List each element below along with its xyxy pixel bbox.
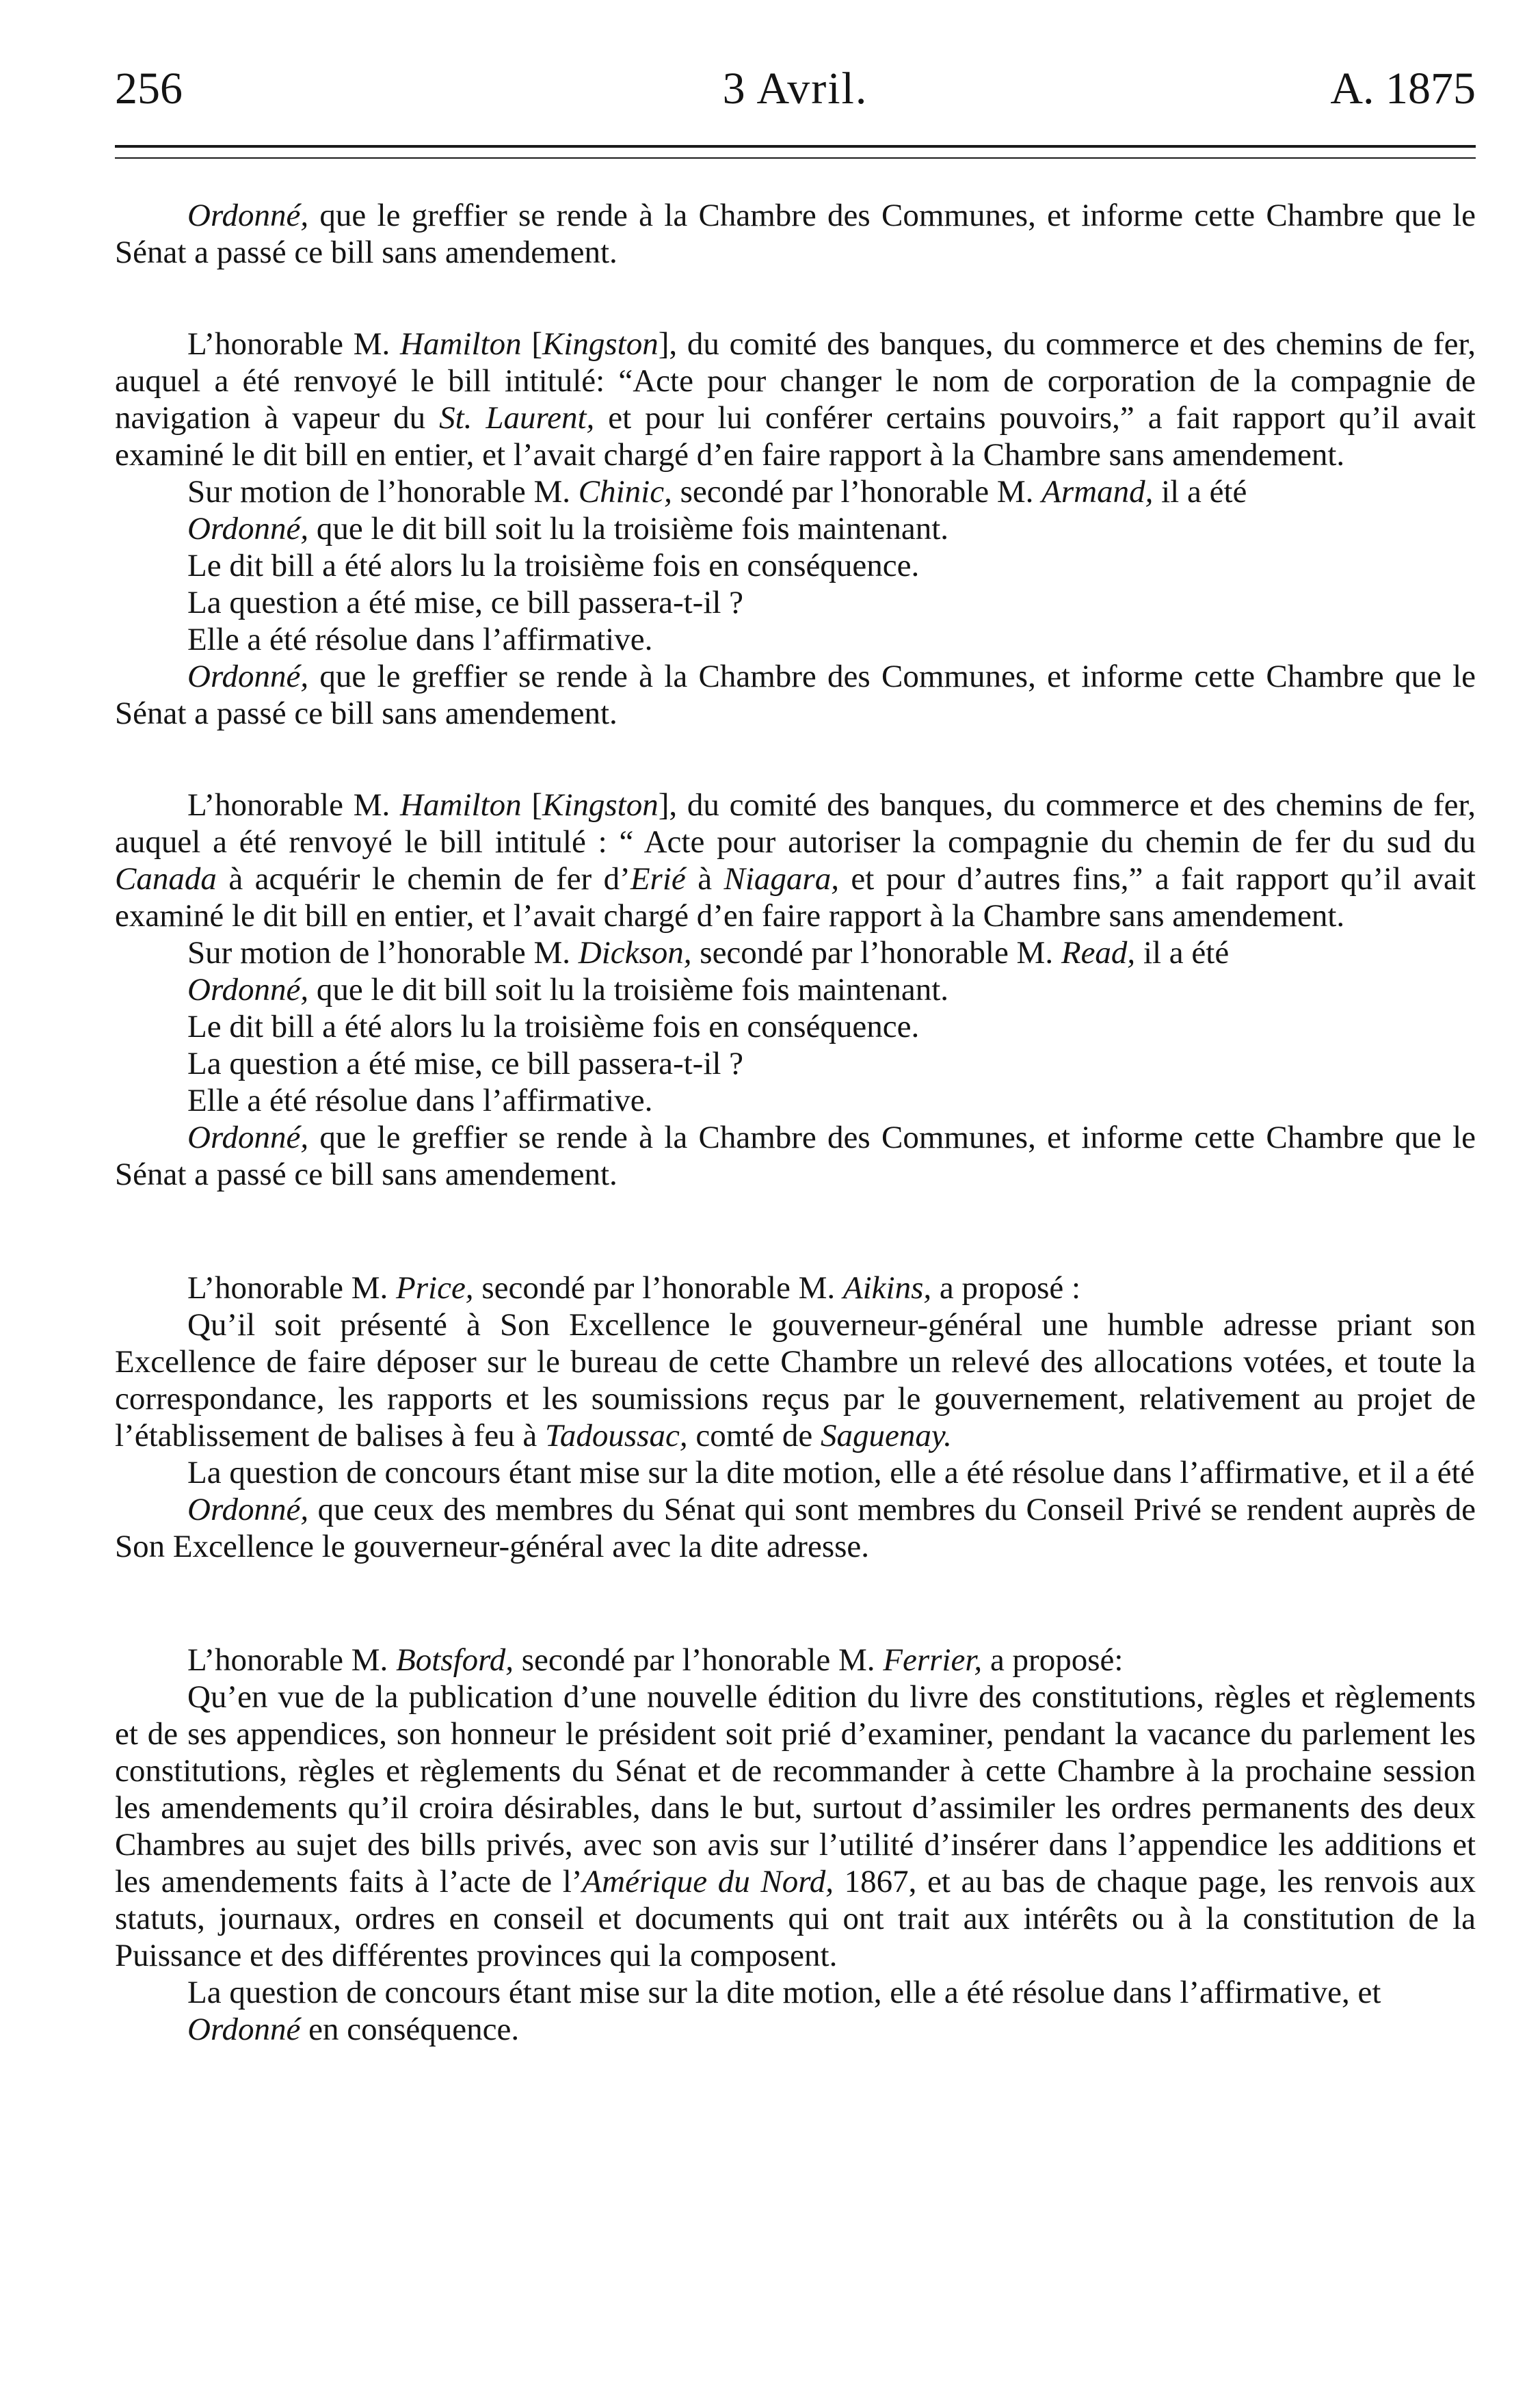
italic-name: Ordonné, bbox=[187, 659, 309, 694]
text-paragraph bbox=[115, 658, 1476, 732]
italic-name: Ordonné, bbox=[187, 1492, 309, 1527]
text-run: a proposé: bbox=[982, 1642, 1124, 1678]
italic-name: Ordonné, bbox=[187, 1120, 309, 1155]
text-run: à acquérir le chemin de fer d’ bbox=[216, 861, 630, 897]
text-run: secondé par l’honorable M. bbox=[672, 474, 1042, 510]
text-run: Sur motion de l’honorable M. bbox=[187, 474, 579, 510]
text-paragraph bbox=[115, 326, 1476, 473]
italic-name: Hamilton bbox=[400, 326, 522, 362]
italic-name: Ordonné, bbox=[187, 198, 309, 233]
text-paragraph bbox=[115, 1119, 1476, 1193]
italic-name: Kingston bbox=[542, 787, 659, 823]
text-run: 1867, et au bas de chaque page, les renvois aux statuts, journaux, ordres en conseil et documents qui ont trait aux intérêts ou à la constitution de la Puissance et des différentes provinces qui la composent. bbox=[115, 1864, 1476, 1973]
italic-name: Ferrier, bbox=[883, 1642, 983, 1678]
italic-name: Ordonné, bbox=[187, 972, 309, 1008]
italic-name: St. Laurent, bbox=[439, 400, 595, 436]
text-run: ], du comité des banques, du commerce et des chemins de fer, auquel a été renvoyé le bill intitulé : “ Acte pour autoriser la compagnie du chemin de fer du sud du bbox=[115, 787, 1476, 860]
italic-name: Amérique du Nord, bbox=[582, 1864, 834, 1899]
text-run: L’honorable M. bbox=[187, 326, 401, 362]
text-run: L’honorable M. bbox=[187, 1642, 397, 1678]
text-run: a proposé : bbox=[931, 1270, 1081, 1306]
header-year: A. 1875 bbox=[1330, 64, 1476, 114]
text-run: Le dit bill a été alors lu la troisième fois en conséquence. bbox=[187, 548, 920, 583]
italic-name: Hamilton bbox=[400, 787, 522, 823]
text-paragraph bbox=[115, 787, 1476, 934]
italic-name: Aikins, bbox=[842, 1270, 932, 1306]
text-run: que le dit bill soit lu la troisième fois maintenant. bbox=[308, 972, 949, 1008]
text-run: secondé par l’honorable M. bbox=[513, 1642, 884, 1678]
italic-name: Chinic, bbox=[578, 474, 672, 510]
text-run: comté de bbox=[687, 1418, 821, 1454]
text-line bbox=[115, 971, 1476, 1008]
text-line bbox=[115, 934, 1476, 971]
text-paragraph bbox=[115, 1306, 1476, 1454]
text-run: Qu’en vue de la publication d’une nouvelle édition du livre des constitutions, règles et règlements et de ses appendices, son honneur le président soit prié d’examiner, pendant la vacance du parlement les constitutions, règles et règlements du Sénat et de recommander à cette Chambre à la prochaine session les amendements qu’il croira désirables, dans le but, surtout d’assimiler les ordres permanents des deux Chambres au sujet des bills privés, avec son avis sur l’utilité d’insérer dans l’appendice les additions et les amendements faits à l’acte de l’ bbox=[115, 1679, 1476, 1899]
text-run: à bbox=[685, 861, 724, 897]
text-run: [ bbox=[521, 326, 542, 362]
text-run: L’honorable M. bbox=[187, 1270, 397, 1306]
text-run: Sur motion de l’honorable M. bbox=[187, 935, 579, 971]
italic-name: Botsford, bbox=[396, 1642, 514, 1678]
entry-block bbox=[115, 1642, 1476, 2048]
text-run: La question de concours étant mise sur la dite motion, elle a été résolue dans l’affirmative, et il a été bbox=[187, 1455, 1475, 1490]
text-run: que le dit bill soit lu la troisième fois maintenant. bbox=[308, 511, 949, 547]
text-run: Elle a été résolue dans l’affirmative. bbox=[187, 622, 653, 657]
italic-name: Saguenay. bbox=[821, 1418, 952, 1454]
italic-name: Dickson, bbox=[578, 935, 692, 971]
journal-page bbox=[115, 63, 1476, 2048]
page-header bbox=[115, 63, 1476, 131]
entry-block bbox=[115, 326, 1476, 732]
text-run: La question a été mise, ce bill passera-t-il ? bbox=[187, 585, 744, 620]
italic-name: Tadoussac, bbox=[545, 1418, 688, 1454]
italic-name: Canada bbox=[115, 861, 217, 897]
text-line bbox=[115, 1082, 1476, 1119]
text-run: et pour d’autres fins,” a fait rapport qu’il avait examiné le dit bill en entier, et l’avait chargé d’en faire rapport à la Chambre sans amendement. bbox=[115, 861, 1476, 934]
text-run: que le greffier se rende à la Chambre des Communes, et informe cette Chambre que le Sénat a passé ce bill sans amendement. bbox=[115, 1120, 1476, 1192]
text-line bbox=[115, 1270, 1476, 1306]
text-paragraph bbox=[115, 1454, 1476, 1491]
italic-name: Read, bbox=[1061, 935, 1136, 971]
text-run: La question a été mise, ce bill passera-t-il ? bbox=[187, 1046, 744, 1081]
text-line bbox=[115, 510, 1476, 547]
text-line bbox=[115, 1008, 1476, 1045]
italic-name: Kingston bbox=[542, 326, 659, 362]
header-double-rule bbox=[115, 145, 1476, 159]
text-paragraph bbox=[115, 197, 1476, 271]
text-run: secondé par l’honorable M. bbox=[691, 935, 1061, 971]
text-run: que ceux des membres du Sénat qui sont membres du Conseil Privé se rendent auprès de Son Excellence le gouverneur-général avec la dite adresse. bbox=[115, 1492, 1476, 1564]
text-run: et pour lui conférer certains pouvoirs,” a fait rapport qu’il avait examiné le dit bill en entier, et l’avait chargé d’en faire rapport à la Chambre sans amendement. bbox=[115, 400, 1476, 473]
text-run: [ bbox=[521, 787, 542, 823]
header-date: 3 Avril. bbox=[722, 64, 868, 114]
text-run: Elle a été résolue dans l’affirmative. bbox=[187, 1083, 653, 1118]
text-run: il a été bbox=[1153, 474, 1247, 510]
text-paragraph bbox=[115, 1491, 1476, 1565]
text-run: que le greffier se rende à la Chambre des Communes, et informe cette Chambre que le Sénat a passé ce bill sans amendement. bbox=[115, 659, 1476, 731]
entry-block bbox=[115, 197, 1476, 271]
text-line bbox=[115, 473, 1476, 510]
text-paragraph bbox=[115, 1679, 1476, 1974]
italic-name: Erié bbox=[630, 861, 686, 897]
italic-name: Price, bbox=[396, 1270, 474, 1306]
text-line bbox=[115, 584, 1476, 621]
text-line bbox=[115, 1045, 1476, 1082]
italic-name: Ordonné, bbox=[187, 511, 309, 547]
text-line bbox=[115, 2011, 1476, 2048]
text-line bbox=[115, 547, 1476, 584]
text-run: secondé par l’honorable M. bbox=[473, 1270, 843, 1306]
text-line bbox=[115, 1642, 1476, 1679]
text-run: que le greffier se rende à la Chambre des Communes, et informe cette Chambre que le Sénat a passé ce bill sans amendement. bbox=[115, 198, 1476, 270]
italic-name: Armand, bbox=[1041, 474, 1154, 510]
text-run: ], du comité des banques, du commerce et des chemins de fer, auquel a été renvoyé le bill intitulé: “Acte pour changer le nom de corporation de la compagnie de navigation à vapeur du bbox=[115, 326, 1476, 436]
entry-block bbox=[115, 1270, 1476, 1565]
text-run: La question de concours étant mise sur la dite motion, elle a été résolue dans l’affirmative, et bbox=[187, 1975, 1381, 2010]
text-run: L’honorable M. bbox=[187, 787, 401, 823]
text-paragraph bbox=[115, 1974, 1476, 2011]
journal-body bbox=[115, 197, 1476, 2048]
text-run: Qu’il soit présenté à Son Excellence le gouverneur-général une humble adresse priant son Excellence de faire déposer sur le bureau de cette Chambre un relevé des allocations votées, et toute la correspondance, les rapports et les soumissions reçus par le gouvernement, relativement au projet de l’établissement de balises à feu à bbox=[115, 1307, 1476, 1454]
text-run: il a été bbox=[1135, 935, 1230, 971]
italic-name: Ordonné bbox=[187, 2012, 301, 2047]
entry-block bbox=[115, 787, 1476, 1193]
text-run: en conséquence. bbox=[300, 2012, 520, 2047]
text-line bbox=[115, 621, 1476, 658]
italic-name: Niagara, bbox=[723, 861, 839, 897]
page-number: 256 bbox=[115, 64, 183, 114]
text-run: Le dit bill a été alors lu la troisième fois en conséquence. bbox=[187, 1009, 920, 1044]
